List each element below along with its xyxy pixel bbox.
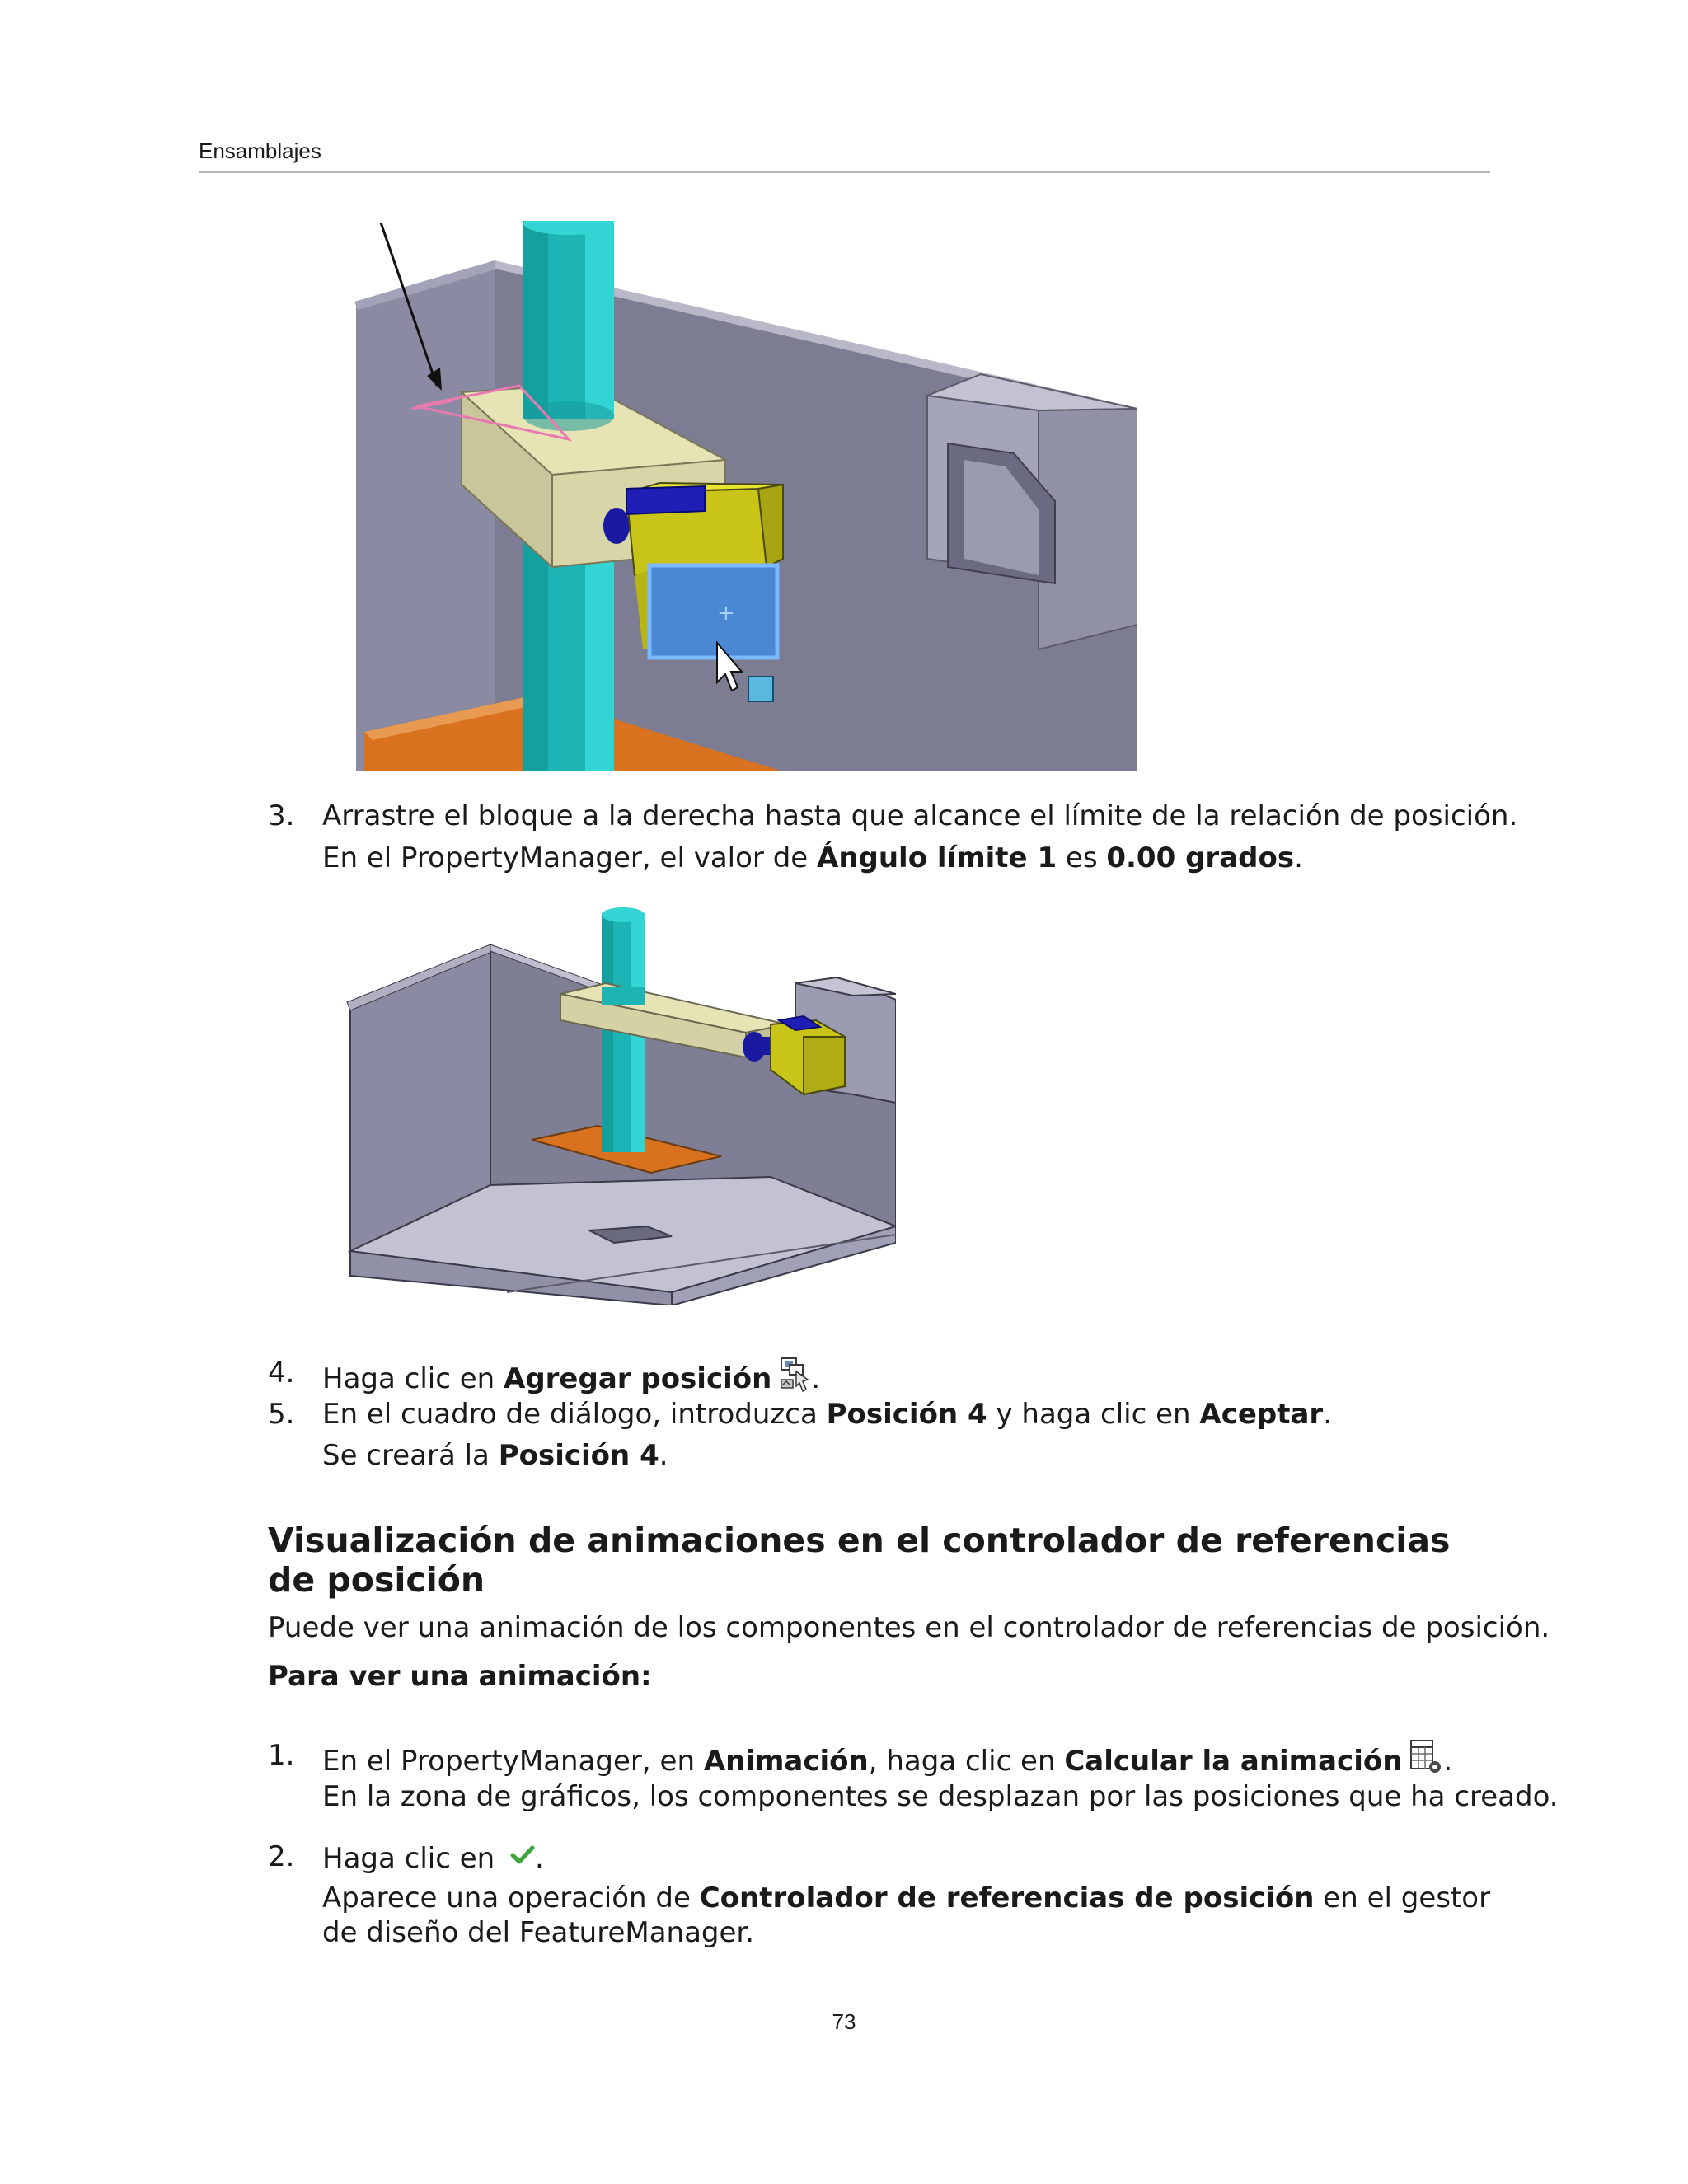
- step-5-result: [322, 1439, 668, 1472]
- figure-1-illustration: [354, 221, 1137, 771]
- proc-1-prefix: En el PropertyManager, en: [322, 1745, 704, 1778]
- step-text: [322, 1739, 1501, 1783]
- procedure-heading: Para ver una animación:: [268, 1660, 652, 1693]
- proc-2-result-suffix: en el gestor: [1314, 1882, 1491, 1915]
- green-checkmark-icon: [510, 1840, 535, 1873]
- procedure-step-2-result-line2: de diseño del FeatureManager.: [322, 1916, 755, 1949]
- step-4-prefix: Haga clic en: [322, 1362, 504, 1395]
- step-number: 3.: [268, 799, 295, 832]
- section-intro: Puede ver una animación de los componentes en el controlador de referencias de posición.: [268, 1611, 1550, 1644]
- proc-2-result-prefix: Aparece una operación de: [322, 1882, 700, 1915]
- step-text: [322, 1840, 1501, 1875]
- term-animation: Animación: [703, 1745, 869, 1778]
- term-add-position: Agregar posición: [504, 1362, 772, 1395]
- step-5-prefix: En el cuadro de diálogo, introduzca: [322, 1398, 827, 1431]
- step-number: 1.: [268, 1739, 295, 1772]
- detail-prefix: En el PropertyManager, el valor de: [322, 841, 817, 874]
- procedure-step-2-result: [322, 1882, 1490, 1915]
- step-5-suffix: .: [1323, 1398, 1333, 1431]
- running-header: [199, 138, 1490, 173]
- term-accept: Aceptar: [1199, 1398, 1324, 1431]
- term-position-reference-controller: Controlador de referencias de posición: [699, 1882, 1315, 1915]
- term-limit-angle: Ángulo límite 1: [817, 841, 1057, 874]
- step-text: Arrastre el bloque a la derecha hasta que alcance el límite de la relación de posición.: [322, 799, 1518, 832]
- step-number: 4.: [268, 1357, 295, 1390]
- figure-drag-block: [354, 221, 1137, 771]
- page-number: 73: [832, 2009, 856, 2034]
- proc-2-prefix: Haga clic en: [322, 1842, 504, 1875]
- figure-position-limit: [342, 905, 896, 1305]
- term-position-4-result: Posición 4: [498, 1439, 659, 1472]
- section-heading: Visualización de animaciones en el controlador de referencias de posición: [268, 1521, 1451, 1600]
- figure-2-illustration: [342, 905, 896, 1305]
- proc-2-suffix: .: [535, 1842, 544, 1875]
- detail-middle: es: [1057, 841, 1107, 874]
- step-3-detail: [322, 841, 1303, 874]
- term-position-4: Posición 4: [826, 1398, 987, 1431]
- calculate-animation-icon: [1409, 1739, 1443, 1783]
- term-degrees-value: 0.00 grados: [1106, 841, 1295, 874]
- step-number: 5.: [268, 1398, 295, 1431]
- procedure-step-1-result: En la zona de gráficos, los componentes se desplazan por las posiciones que ha creado.: [322, 1780, 1559, 1813]
- proc-1-suffix: .: [1443, 1745, 1453, 1778]
- step-5-middle: y haga clic en: [987, 1398, 1200, 1431]
- step-4-suffix: .: [811, 1362, 821, 1395]
- add-position-icon: [778, 1357, 811, 1400]
- step-number: 2.: [268, 1840, 295, 1873]
- result-suffix: .: [659, 1439, 668, 1472]
- step-text: [322, 1357, 1501, 1400]
- header-section-title: Ensamblajes: [199, 138, 321, 163]
- proc-1-middle: , haga clic en: [868, 1745, 1065, 1778]
- step-text: [322, 1398, 1501, 1431]
- detail-suffix: .: [1294, 841, 1303, 874]
- result-prefix: Se creará la: [322, 1439, 499, 1472]
- term-calculate-animation: Calcular la animación: [1064, 1745, 1403, 1778]
- svg-text:+: +: [717, 601, 735, 626]
